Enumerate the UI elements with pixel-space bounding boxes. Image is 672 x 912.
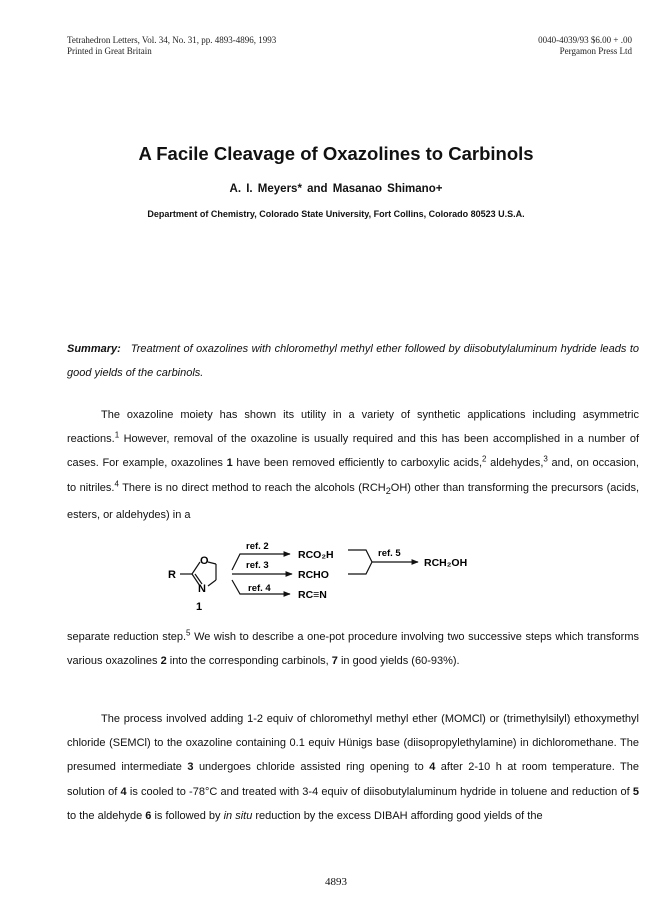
paper-title: A Facile Cleavage of Oxazolines to Carbinols [138,143,534,164]
compound-number: 3 [187,761,194,774]
text-run: aldehydes, [486,457,544,470]
ref3-label: ref. 3 [246,560,269,571]
publisher-header [538,35,632,57]
price-code: 0040-4039/93 $6.00 + .00 [538,35,632,45]
paragraph-intro [67,403,639,527]
compound-number: 1 [226,457,233,470]
reaction-scheme [160,536,500,616]
nitrogen-label: N [198,583,206,595]
paragraph-process [67,707,639,828]
alcohol-product: RCH₂OH [424,557,468,569]
text-run: is cooled to -78°C and treated with 3-4 equiv of diisobutylaluminum hydride in toluene and reduction of [126,785,633,798]
text-run: to the aldehyde [67,809,146,822]
text-run: separate reduction step. [67,631,187,643]
text-run: undergoes chloride assisted ring opening to [193,761,430,774]
reference-superscript: 4 [114,478,119,488]
ref2-label: ref. 2 [246,541,269,552]
journal-header [67,35,276,57]
text-run: is followed by [151,809,224,822]
compound-number: 6 [145,809,152,822]
text-run: OH) other than transforming the precursors (acids, esters, or aldehydes) in a [67,481,639,521]
reference-superscript: 5 [186,628,191,638]
compound-number: 2 [160,655,167,668]
text-run: into the corresponding carbinols, [166,655,332,668]
journal-citation: Tetrahedron Letters, Vol. 34, No. 31, pp. 4893-4896, 1993 [67,35,277,45]
text-run: reduction by the excess DIBAH affording good yields of the [252,809,543,822]
oxygen-label: O [200,555,209,567]
ref5-label: ref. 5 [378,548,401,559]
text-run: in good yields (60-93%). [337,655,460,668]
compound-number: 4 [429,761,436,774]
paragraph-procedure [67,625,639,673]
text-run: after 2-10 h at room temperature. The solution of [67,761,639,798]
ref4-label: ref. 4 [248,583,271,594]
printed-in: Printed in Great Britain [67,46,152,56]
aldehyde-product: RCHO [298,569,329,581]
authors: A. I. Meyers* and Masanao Shimano+ [229,183,443,195]
page-number: 4893 [325,876,347,888]
summary-label: Summary: [67,343,121,355]
italic-term: in situ [223,809,253,822]
carboxylic-acid-product: RCO₂H [298,549,334,561]
compound-label: 1 [196,601,203,613]
affiliation: Department of Chemistry, Colorado State University, Fort Collins, Colorado 80523 U.S.A. [147,209,525,219]
summary [67,337,639,385]
r-group-label: R [168,569,176,581]
compound-number: 5 [632,785,639,798]
text-run: The oxazoline moiety has shown its utility in a variety of synthetic applications including asymmetric reactions. [67,409,639,446]
text-run: However, removal of the oxazoline is usually required and this has been accomplished in a number of cases. For example, oxazolines [67,433,639,470]
reference-superscript: 3 [543,454,548,464]
text-run: The process involved adding 1-2 equiv of chloromethyl methyl ether (MOMCl) or (trimethylsilyl) ethoxymethyl chloride (SEMCl) to the oxazoline containing 0.1 equiv Hünigs base (diisopropylethylamine) in dichloromethane. The presumed intermediate [67,713,639,774]
compound-number: 7 [331,655,338,668]
publisher-name: Pergamon Press Ltd [559,46,632,56]
text-run: have been removed efficiently to carboxylic acids, [232,457,483,470]
text-run: There is no direct method to reach the alcohols (RCH [118,481,386,494]
reference-superscript: 2 [482,454,487,464]
text-run: and, on occasion, to nitriles. [67,457,639,494]
summary-text: Treatment of oxazolines with chloromethyl methyl ether followed by diisobutylaluminum hydride leads to good yields of the carbinols. [67,343,639,379]
subscript: 2 [385,485,391,496]
nitrile-product: RC≡N [298,589,327,601]
compound-number: 4 [120,785,127,798]
reference-superscript: 1 [114,430,120,440]
text-run: We wish to describe a one-pot procedure involving two successive steps which transforms various oxazolines [67,631,639,668]
